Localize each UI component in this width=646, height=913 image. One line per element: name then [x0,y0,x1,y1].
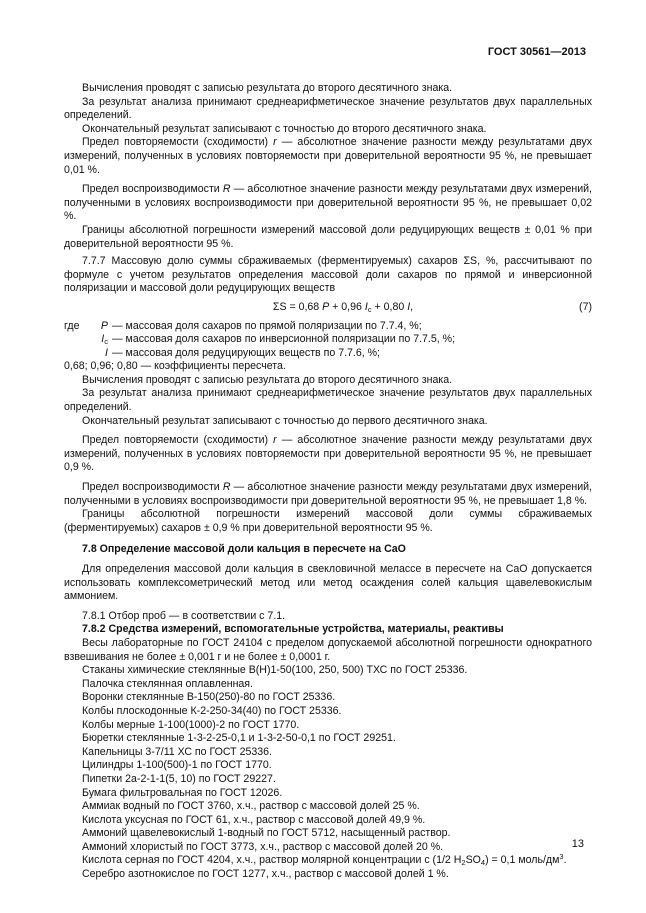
paragraph: Границы абсолютной погрешности измерений массовой доли суммы сбраживаемых (ферментируемых) сахаров ± 0,9 % при доверительной вероятности 95 %. [64,508,592,534]
paragraph-7-8-1: 7.8.1 Отбор проб — в соответствии с 7.1. [82,609,286,622]
section-heading-7-8: 7.8 Определение массовой доли кальция в пересчете на CaO [82,543,406,556]
paragraph-repeatability: Предел повторяемости (сходимости) r — абсолютное значение разности между результатами двух измерений, полученных в условиях повторяемости при доверительной вероятности 95 %, не превышает 0,01 %. [64,136,592,176]
paragraph: Окончательный результат записывают с точностью до первого десятичного знака. [82,414,488,427]
list-item-sulfuric-acid: Кислота серная по ГОСТ 4204, х.ч., раствор молярной концентрации с (1/2 $H_2SO_4) = 0,1$ моль/$дм^3$. [82,852,567,868]
list-item: Колбы мерные 1-100(1000)-2 по ГОСТ 1770. [82,718,300,731]
coefficients: 0,68; 0,96; 0,80 — коэффициенты пересчета. [64,360,286,373]
paragraph: Вычисления проводят с записью результата до второго десятичного знака. [82,373,453,386]
formula-number: (7) [579,300,592,313]
paragraph-scales: Весы лабораторные по ГОСТ 24104 с пределом допускаемой абсолютной погрешности однократного взвешивания не более ± 0,001 г и не более ± 0,0001 г. [64,636,592,663]
list-item: Капельницы 3-7/11 ХС по ГОСТ 25336. [82,745,273,758]
list-item: Аммоний щавелевокислый 1-водный по ГОСТ 5712, насыщенный раствор. [82,827,451,840]
paragraph: Для определения массовой доли кальция в свекловичной мелассе в пересчете на CaO допускается использовать комплексометрический метод или метод осаждения солей кальция щавелевокислым аммонием. [64,563,592,603]
paragraph: Окончательный результат записывают с точностью до второго десятичного знака. [82,122,487,135]
list-item: Стаканы химические стеклянные В(Н)1-50(100, 250, 500) ТХС по ГОСТ 25336. [82,664,468,677]
list-item: Аммиак водный по ГОСТ 3760, х.ч., раствор с массовой долей 25 %. [82,800,420,813]
list-item: Палочка стеклянная оплавленная. [82,677,253,690]
list-item: Кислота уксусная по ГОСТ 61, х.ч., раствор с массовой долей 49,9 %. [82,813,426,826]
list-item: Аммоний хлористый по ГОСТ 3773, х.ч., раствор с массовой долей 20 %. [82,840,444,853]
formula-legend [64,320,592,374]
list-item: Бумага фильтровальная по ГОСТ 12026. [82,786,283,799]
paragraph: Границы абсолютной погрешности измерений массовой доли редуцирующих веществ ± 0,01 % при доверительной вероятности 95 %. [64,223,592,250]
list-item: Пипетки 2а-2-1-1(5, 10) по ГОСТ 29227. [82,772,276,785]
paragraph: За результат анализа принимают среднеарифметическое значение результатов двух параллельных определений. [64,387,592,414]
paragraph: Вычисления проводят с записью результата до второго десятичного знака. [82,82,453,94]
document-id: ГОСТ 30561—2013 [487,46,586,58]
list-item: Воронки стеклянные В-150(250)-80 по ГОСТ 25336. [82,691,336,704]
list-item: Серебро азотнокислое по ГОСТ 1277, х.ч., раствор с массовой долей 1 %. [82,868,449,881]
subsection-heading-7-8-2: 7.8.2 Средства измерений, вспомогательные устройства, материалы, реактивы [82,623,504,636]
paragraph-repeatability: Предел повторяемости (сходимости) r — абсолютное значение разности между результатами двух измерений, полученных в условиях повторяемости при доверительной вероятности 95 %, не превышает 0,9 %. [64,434,592,474]
page-number: 13 [571,838,584,850]
paragraph-reproducibility: Предел воспроизводимости R — абсолютное значение разности между результатами двух измерений, полученными в условиях воспроизводимости при доверительной вероятности 95 %, не превышает 0,02 %. [64,183,592,223]
page-body [64,82,592,882]
list-item: Цилиндры 1-100(500)-1 по ГОСТ 1770. [82,759,272,772]
legend-item: I — массовая доля редуцирующих веществ по 7.7.6, %; [105,346,381,359]
equipment-list [64,664,592,882]
paragraph: За результат анализа принимают среднеарифметическое значение результатов двух параллельных определений. [64,95,592,122]
list-item: Колбы плоскодонные К-2-250-34(40) по ГОСТ 25336. [82,704,342,717]
list-item: Бюретки стеклянные 1-3-2-25-0,1 и 1-3-2-50-0,1 по ГОСТ 29251. [82,732,396,745]
section-7-7-7-text: 7.7.7 Массовую долю суммы сбраживаемых (ферментируемых) сахаров ΣS, %, рассчитывают по формуле с учетом результатов определения массовой доли сахаров по прямой и инверсионной поляризации и массовой доли редуцирующих веществ [64,255,592,295]
paragraph-reproducibility: Предел воспроизводимости R — абсолютное значение разности между результатами двух измерений, полученными в условиях воспроизводимости при доверительной вероятности 95 %, не превышает 1,8 %. [64,481,592,507]
legend-item: $I_c$ — массовая доля сахаров по инверсионной поляризации по 7.7.5, %; [101,333,456,347]
formula-7: ΣS = 0,68 P + 0,96 $I_c + 0,80$ I, (7) [272,300,592,314]
legend-item: где P — массовая доля сахаров по прямой поляризации по 7.7.4, %; [64,319,422,332]
